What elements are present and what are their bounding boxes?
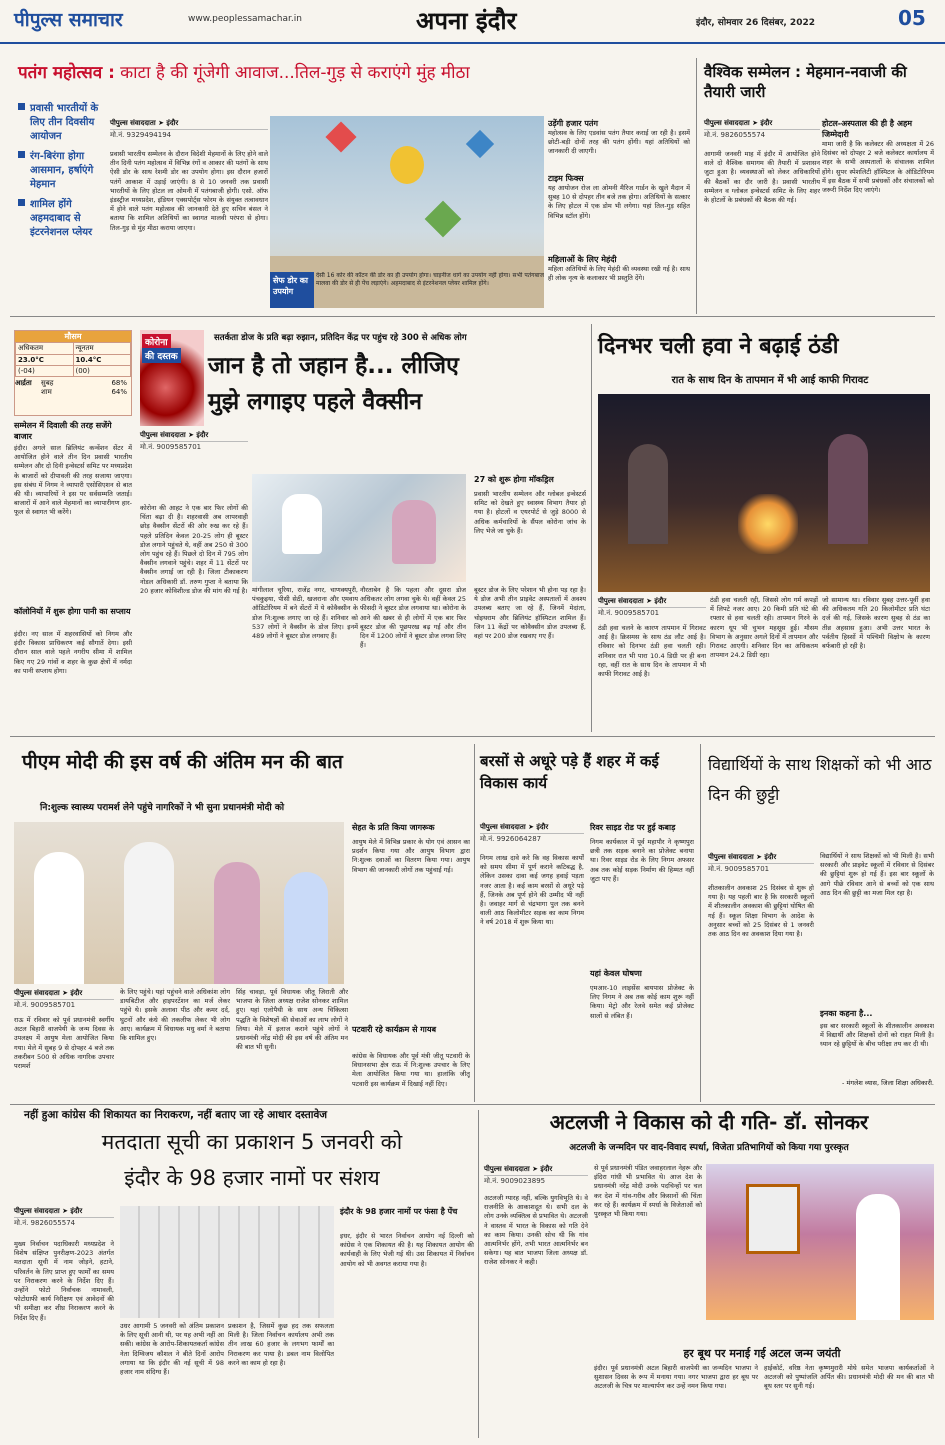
mann-subtitle: नि:शुल्क स्वास्थ्य परामर्श लेने पहुंचे नागरिकों ने भी सुना प्रधानमंत्री मोदी को <box>40 803 285 813</box>
kite-title-prefix: पतंग महोत्सव : <box>18 63 115 83</box>
global-body: आगामी जनवरी माह में इंदौर में आयोजित होने वाले दो वैश्विक समागम की तैयारी में प्रशासन जुटा हुआ है। व्यवस्थाओं को लेकर अधिकारियों की बैठकों का दौर जारी है। प्रवासी भारतीय सम्मेलन व ग्लोबल इन्वेस्टर्स समिट के लिए शहर के होटलों के प्रबंधकों की बैठक की गई। <box>704 150 820 205</box>
left-col-title2: कॉलोनियों में शुरू होगा पानी का सप्लाय <box>14 607 131 616</box>
person-shape <box>284 872 328 984</box>
wind-title: दिनभर चली हवा ने बढ़ाई ठंडी <box>598 334 839 359</box>
atal-body: अटलजी ग्यारह नहीं, बल्कि युगविभूति थे। वे राजनीति के आकाशदूत थे। सभी दल के लोग उनके व्यक्तित्व से प्रभावित थे। अटलजी ने वास्तव में भारत के विकास को गति देने का काम किया। उनकी सोच थी कि गांव आत्मनिर्भर होंगे, तभी भारत आत्मनिर्भर बन सकेगा। यह बात भाजपा जिला अध्यक्ष डॉ. राजेश सोनकर ने कही। <box>484 1194 588 1267</box>
global-title: वैश्विक सम्मेलन : मेहमान-नवाजी की तैयारी जारी <box>704 63 907 101</box>
person-shape <box>214 862 260 984</box>
atal-side-head: हर बूथ पर मनाई गई अटल जन्म जयंती <box>683 1347 841 1360</box>
min-temp: 10.4°C <box>73 355 131 366</box>
kite-headline <box>18 60 688 96</box>
max-temp: 23.0°C <box>16 355 74 366</box>
atal-subtitle: अटलजी के जन्मदिन पर वाद-विवाद स्पर्धा, विजेता प्रतिभागियों को किया गया पुरस्कृत <box>569 1143 849 1153</box>
weather-box: मौसम अधिकतम न्यूनतम 23.0°C 10.4°C (-04) (00) आर्द्रता सुबह 68% शाम 64% <box>14 330 132 416</box>
corona-kicker: सतर्कता डोज के प्रति बढ़ा रुझान, प्रतिदिन केंद्र पर पहुंच रहे 300 से अधिक लोग <box>214 333 467 343</box>
atal-side-text: इंदौर। पूर्व प्रधानमंत्री अटल बिहारी वाजपेयी का जन्मदिन भाजपा ने सुशासन दिवस के रूप में मनाया गया। नगर भाजपा द्वारा हर बूथ पर अटलजी के चित्र पर माल्यार्पण कर उन्हें नमन किया गया। <box>594 1364 758 1391</box>
dev-title: बरसों से अधूरे पड़े हैं शहर में कई विकास कार्य <box>480 752 659 792</box>
kite-byline: पीपुल्स संवाददाता ➤ इंदौर मो.नं. 9329494194 <box>110 118 268 141</box>
person-shape <box>628 444 668 544</box>
kite-caption: देसी 16 कोर की कॉटन की डोर का ही उपयोग होगा। चाइनीज धागे का उपयोग नहीं होगा। सभी पतंगबाज मालवा की डोर से ही पेंच लड़ाएंगे। अहमदाबाद से इंटरनेशनल प्लेयर शामिल होंगे। <box>316 272 544 287</box>
corona-side-text2: बूस्टर डोज के लिए परेशान भी होना पड़ रहा है। ये डोज अभी तीन प्राइवेट अस्पतालों में अवश्य उपलब्ध बताए जा रहे हैं, जिनमें मेदांता, चोइथराम और ब्रिलियंट हॉस्पिटल शामिल हैं। जिन 11 केंद्रों पर कोवैक्सीन डोज उपलब्ध हैं, वहां पर 200 डोज रखवाए गए हैं। <box>474 586 586 641</box>
global-side-text: मामा जारी है कि कलेक्टर की अध्यक्षता में 26 दिसंबर को दोपहर 2 बजे कलेक्टर कार्यालय में शहर के सभी अस्पतालों के संचालक शामिल होंगे। सुपर स्पेशलिटी हॉस्पिटल के ऑडिटोरियम में इस बैठक में सभी प्रबंधकों और संचालकों को जरूरी निर्देश दिए जाएंगे। <box>822 140 934 195</box>
voter-body-c: प्रकाशन है, जिसमें कुछ हद तक सफलता मिली है। जिला निर्वाचन कार्यालय अभी तक तीन लाख 60 हजार के लगभग फार्मों का निराकरण कर पाया है। डबल नाम विलोपित करने का काम हो रहा है। <box>228 1322 334 1367</box>
kite-caption-tag: सेफ डोर का उपयोग <box>270 272 314 308</box>
kite-balloon-icon <box>390 146 424 184</box>
mann-side-head2: पटवारी रहे कार्यक्रम से गायब <box>352 1025 437 1034</box>
left-col-body: इंदौर। अगले साल ब्रिलियंट कन्वेंशन सेंटर में आयोजित होने वाले तीन दिन प्रवासी भारतीय सम्मेलन और दो दिनी इन्वेस्टर्स समिट पर मध्यप्रदेश के बाजारों को दीपावली की तरह सजाया जाएगा। इस संबंध में निगम ने व्यापारी एसोसिएशन से बात की थी। व्यापारियों ने इस पर सर्वसम्मति जताई। बाजारों में आने वाले मेहमानों का व्यापारीगण हार-फूल से स्वागत भी करेंगे। <box>14 444 132 517</box>
voter-forms-photo <box>120 1206 334 1318</box>
global-byline: पीपुल्स संवाददाता ➤ इंदौर मो.नं. 9826055574 <box>704 118 820 141</box>
portrait-frame-icon <box>746 1184 800 1254</box>
corona-body: कोरोना की आहट ने एक बार फिर लोगों की चिंता बढ़ा दी है। शहरवासी अब लापरवाही छोड़ वैक्सीन सेंटरों की ओर रुख कर रहे हैं। पहले प्रतिदिन केवल 20-25 लोग ही बूस्टर डोज लगाने पहुंचते थे, वहीं अब 250 से 300 लोग पहुंच रहे हैं। पिछले दो दिन में 795 लोग वैक्सीन लगवाने पहुंचे। शहर में 11 सेंटरों पर वैक्सीन लगाई जा रही है। जिला टीकाकरण नोडल अधिकारी डॉ. तरुण गुप्ता ने बताया कि 20 हजार कोविशील्ड डोज की मांग की गई है। <box>140 504 248 595</box>
person-shape <box>828 434 868 544</box>
left-col-title: सम्मेलन में दिवाली की तरह सजेंगे बाजार <box>14 421 112 441</box>
voter-kicker: नहीं हुआ कांग्रेस की शिकायत का निराकरण, नहीं बताए जा रहे आधार दस्तावेज <box>24 1109 328 1121</box>
left-col-body2: इंदौर। नए साल में शहरवासियों को निगम और इंदौर विकास प्राधिकरण कई सौगातें देगा। इसी दौरान साल वाले पहले नगरीय सीमा में शामिल किए गए 29 गांवों व शहर के कुछ क्षेत्रों में नर्मदा का पानी सप्लाय होगा। <box>14 630 132 675</box>
atal-byline: पीपुल्स संवाददाता ➤ इंदौर मो.नं. 9009023895 <box>484 1164 588 1187</box>
atal-title: अटलजी ने विकास को दी गति- डॉ. सोनकर <box>549 1110 869 1134</box>
corona-tag2: की दस्तक <box>142 348 181 363</box>
kite-icon <box>466 130 494 158</box>
corona-title2: मुझे लगाइए पहले वैक्सीन <box>208 389 423 415</box>
mann-side-text: आयुष मेले में विभिन्न प्रकार के योग एवं आसन का प्रदर्शन किया गया और आयुष विभाग द्वारा नि:शुल्क दवाओं का वितरण किया गया। आयुष विभाग की जानकारी लोगों तक पहुंचाई गई। <box>352 838 470 874</box>
mann-side-head: सेहत के प्रति किया जागरूक <box>352 823 435 832</box>
global-side-head: होटल-अस्पताल की ही है अहम जिम्मेदारी <box>822 119 912 139</box>
kite-side-column: उड़ेंगी हजार पतंग महोत्सव के लिए एडवांस पतंग तैयार कराई जा रही है। इसमें छोटी-बड़ी दोनों तरह की पतंग होंगी। यहां अतिथियों को जानकारी दी जाएगी। टाइम फिक्स यह आयोजन रोज ला ओमनी मैरिज गार्डन के खुले मैदान में सुबह 10 से दोपहर तीन बजे तक होगा। अतिथियों के सत्कार के लिए होटल में एक डोम भी लगेगा। यहां तिल-गुड़ सहित विभिन्न स्टॉल होंगे। महिलाओं के लिए मेहंदी महिला अतिथियों के लिए मेहंदी की व्यवस्था रखी गई है। साथ ही लोक नृत्य के कलाकार भी प्रस्तुति देंगे। <box>548 119 690 283</box>
dev-side-text2: एमआर-10 लाइसेंस बायपास प्रोजेक्ट के लिए निगम ने अब तक कोई काम शुरू नहीं किया। मेट्रो और रेलवे समेत कई प्रोजेक्ट सालों से लंबित हैं। <box>590 984 694 1020</box>
website-url: www.peoplessamachar.in <box>188 14 302 24</box>
school-title: विद्यार्थियों के साथ शिक्षकों को भी आठ दिन की छुट्टी <box>708 755 932 804</box>
school-side-head: इनका कहना है... <box>820 1009 873 1018</box>
dev-byline: पीपुल्स संवाददाता ➤ इंदौर मो.नं. 9926064287 <box>480 822 584 845</box>
atal-side-text2: हाईकोर्ट, वरिष्ठ नेता कृष्णमुरारी मोघे समेत भाजपा कार्यकर्ताओं ने अटलजी को पुष्पांजलि अर्पित की। प्रधानमंत्री मोदी की मन की बात भी बूथ स्तर पर सुनी गई। <box>764 1364 934 1391</box>
bonfire-photo <box>598 394 930 592</box>
corona-side-head: 27 को शुरू होगा मॉकड्रिल <box>474 475 554 484</box>
wind-body-c: जो सामान्य था। रविवार सुबह उत्तर-पूर्वी हवा की अधिकतम गति 20 किलोमीटर प्रति घंटा दर्ज की गई, जिसके कारण सुबह से ठंड का तीव्र अहसास हुआ। अभी उत्तर भारत के पर्वतीय हिस्सों में पश्चिमी विक्षोभ के कारण बर्फबारी हो रही है। <box>822 596 930 651</box>
mann-body-b: के लिए पहुंचे। यहां पहुंचने वाले अधिकांश लोग डायबिटीज और हाइपरटेंशन का मर्ज लेकर पहुंचे थे। इसके अलावा पीठ और कमर दर्द, घुटनों और कंधे की तकलीफ लेकर भी लोग आए। कार्यक्रम में विधायक मधु वर्मा ने बताया कि शामिल हुए। <box>120 988 230 1043</box>
kite-title: काटा है की गूंजेगी आवाज...तिल-गुड़ से कराएंगे मुंह मीठा <box>120 63 470 83</box>
kite-bullets <box>18 100 103 300</box>
school-body-b: विद्यार्थियों ने साथ शिक्षकों को भी मिली है। सभी सरकारी और प्राइवेट स्कूलों में रविवार से दिसंबर की छुट्टियां शुरू हो गई हैं। इस बार स्कूलों के आगे पीछे रविवार आने से बच्चों को एक साथ आठ दिन की छुट्टी का मजा मिल रहा है। <box>820 852 934 897</box>
corona-body-c: नौरताबेन है कि पहला और दूसरा डोज अधिकतर लोग लगवा चुके थे। वहीं केवल 25 फीसदी ने बूस्टर डोज लगवाया था। कोरोना के आने की खबर से ही लोगों में एक बार फिर बूस्टर डोज की पूछपरख बढ़ गई और तीन दिन में 1200 लोगों ने बूस्टर डोज लगवा लिए हैं। <box>360 586 466 650</box>
masthead <box>0 0 945 44</box>
mann-byline: पीपुल्स संवाददाता ➤ इंदौर मो.नं. 9009585701 <box>14 988 114 1011</box>
dev-side-text: निगम कार्यकाल में पूर्व महापौर ने कृष्णपुरा छत्री तक सड़क बनाने का प्रोजेक्ट बनाया था। रिवर साइड रोड के लिए निगम अफसर अब तक कोई सड़क निर्माण की हिम्मत नहीं जुटा पाए हैं। <box>590 838 694 883</box>
voter-side-text: इधर, इंदौर से भारत निर्वाचन आयोग नई दिल्ली को कांग्रेस ने एक शिकायत की है। यह शिकायत आयोग की कार्यवाही के लिए भेजी गई थी। उस शिकायत में निर्वाचन आयोग को भी अवगत कराया गया है। <box>340 1232 474 1268</box>
school-body: शीतकालीन अवकाश 25 दिसंबर से शुरू हो गया है। यह पहली बार है कि सरकारी स्कूलों में शीतकालीन अवकाश की छुट्टियां घोषित की गई हैं। स्कूल शिक्षा विभाग के आदेश के अनुसार बच्चों को 25 दिसंबर से 1 जनवरी तक आठ दिन का अवकाश दिया गया है। <box>708 884 814 939</box>
kite-body: प्रवासी भारतीय सम्मेलन के दौरान विदेशी मेहमानों के लिए होने वाले तीन दिनी पतंग महोत्सव में विभिन्न रंगों व आकार की पतंगों के साथ ऐसी डोर के साथ रेशमी डोर का उपयोग होगा। इस दौरान हजारों पतंगें आकाश में उड़ाई जाएंगी। 8 से 10 जनवरी तक प्रवासी भारतीयों के लिए होटल ला ओमनी में पतंगबाजी होगी। एसो. ऑफ इंडस्ट्रीज मध्यप्रदेश, इंडियन एक्सपोर्ट्स फोरम के संयुक्त तत्वावधान में होने वाले पतंग महोत्सव की जानकारी देते हुए सचिन बंसल ने बताया कि शामिल अतिथियों का स्वागत मालवी परंपरा से होगा। तिल-गुड़ से मुंह मीठा कराया जाएगा। <box>110 150 268 232</box>
atal-tribute-photo <box>706 1164 934 1320</box>
voter-body-b: उधर आगामी 5 जनवरी को अंतिम प्रकाशन के लिए सूची आनी थी, पर यह अभी नहीं आ सकी। कांग्रेस के आरोप-शिकायतकर्ता कांग्रेस नेता दिग्विजय कौशल ने बीते दिनों आरोप लगाया था कि इंदौर की नई सूची में 98 हजार नाम संदिग्ध हैं। <box>120 1322 224 1377</box>
wind-byline: पीपुल्स संवाददाता ➤ इंदौर मो.नं. 9009585701 <box>598 596 706 619</box>
corona-title1: जान है तो जहान है... लीजिए <box>208 353 459 379</box>
corona-tag: कोरोना <box>142 334 171 349</box>
newspaper-logo: पीपुल्स समाचार <box>14 9 123 31</box>
mann-body-c: सिंह चावड़ा, पूर्व विधायक जीतू जिराती और भाजपा के जिला अध्यक्ष राजेश सोनकर शामिल हुए। यहां एलोपैथी के साथ अन्य चिकित्सा पद्धति के विशेषज्ञों की सेवाओं का लाभ लोगों ने लिया। मेले में इलाज कराने पहुंचे लोगों ने प्रधानमंत्री नरेंद्र मोदी की इस वर्ष की अंतिम मन की बात भी सुनी। <box>236 988 348 1052</box>
mann-side-text2: कांग्रेस के विधायक और पूर्व मंत्री जीतू पटवारी के विधानसभा क्षेत्र राऊ में नि:शुल्क उपचार के लिए मेला आयोजित किया गया था। हालांकि जीतू पटवारी इस कार्यक्रम में दिखाई नहीं दिए। <box>352 1052 470 1088</box>
person-shape <box>282 494 322 554</box>
atal-body-b: से पूर्व प्रधानमंत्री पंडित जवाहरलाल नेहरू और इंदिरा गांधी भी प्रभावित थे। आज देश के प्रधानमंत्री नरेंद्र मोदी उनके पदचिन्हों पर चल कर देश में गांव-गरीब और किसानों की चिंता कर रहे हैं। कार्यक्रम में स्पर्धा के विजेताओं को पुरस्कृत भी किया गया। <box>594 1164 702 1219</box>
person-shape <box>392 500 436 564</box>
wind-body: ठंडी हवा चलने के कारण तापमान में गिरावट आई है। क्रिसमस के साथ ठंड लौट आई है। रविवार को दिनभर ठंडी हवा चलती रही। शनिवार रात भी पारा 10.4 डिग्री पर ही बना रहा, वहीं रात के साथ दिन के तापमान में भी काफी गिरावट आई है। <box>598 624 706 679</box>
school-byline: पीपुल्स संवाददाता ➤ इंदौर मो.नं. 9009585701 <box>708 852 814 875</box>
wind-subtitle: रात के साथ दिन के तापमान में भी आई काफी गिरावट <box>671 375 869 386</box>
voter-body: मुख्य निर्वाचन पदाधिकारी मध्यप्रदेश ने विशेष संक्षिप्त पुनरीक्षण-2023 अंतर्गत मतदाता सूची में नाम जोड़ने, हटाने, परिवर्तन के लिए प्राप्त हुए फार्मों का समय पर निराकरण करने के निर्देश दिए हैं। उन्होंने फोटो निर्वाचक नामावली, फोटोग्राफी कार्य निरीक्षण एवं आवेदनों की भी समीक्षा कर शीघ्र निराकरण करने के निर्देश दिए हैं। <box>14 1240 114 1322</box>
school-side-text: इस बार सरकारी स्कूलों के शीतकालीन अवकाश में विद्यार्थी और शिक्षकों दोनों को राहत मिली है। ध्यान रहे छुट्टियों के बीच परीक्षा तय कर दी थी। <box>820 1022 934 1049</box>
voter-byline: पीपुल्स संवाददाता ➤ इंदौर मो.नं. 9826055574 <box>14 1206 114 1229</box>
person-shape <box>34 852 84 984</box>
dev-body: निगम लाख दावे करे कि वह विकास कार्यों को समय सीमा में पूर्ण कराने कटिबद्ध है, लेकिन उसका दावा कई जगह हवाई पड़ता नजर आता है। कई काम बरसों से अधूरे पड़े हैं, जिनके अब पूर्ण होने की उम्मीद भी नहीं है। जवाहर मार्ग से चंद्रभागा पुल तक बनने वाली आठ किलोमीटर सड़क का काम निगम ने वर्ष 2018 में शुरू किया था। <box>480 854 584 927</box>
voter-title1: मतदाता सूची का प्रकाशन 5 जनवरी को <box>101 1130 403 1154</box>
page-number: 05 <box>898 6 926 30</box>
corona-byline: पीपुल्स संवाददाता ➤ इंदौर मो.नं. 9009585701 <box>140 430 248 453</box>
kite-bullet: शामिल होंगे अहमदाबाद से इंटरनेशनल प्लेयर <box>18 196 103 238</box>
voter-title2: इंदौर के 98 हजार नामों पर संशय <box>124 1166 380 1190</box>
section-title: अपना इंदौर <box>416 7 517 35</box>
dev-side-head2: यहां केवल घोषणा <box>590 969 642 978</box>
ayush-fair-photo <box>14 822 344 984</box>
mann-title: पीएम मोदी की इस वर्ष की अंतिम मन की बात <box>22 751 343 773</box>
school-sign: - मंगलेश व्यास, जिला शिक्षा अधिकारी. <box>842 1079 934 1087</box>
fire-icon <box>738 494 798 554</box>
dateline: इंदौर, सोमवार 26 दिसंबर, 2022 <box>696 18 815 28</box>
person-shape <box>124 842 174 984</box>
kite-bullet: रंग-बिरंगा होगा आसमान, हर्षाएंगे मेहमान <box>18 148 103 190</box>
vaccination-photo <box>252 474 466 582</box>
mann-body: राऊ में रविवार को पूर्व प्रधानमंत्री स्वर्गीय अटल बिहारी वाजपेयी के जन्म दिवस के उपलक्ष्य में आयुष मेला आयोजित किया गया। मेले में सुबह 9 से दोपहर 4 बजे तक तकरीबन 500 से अधिक नागरिक उपचार परामर्श <box>14 1016 114 1071</box>
person-shape <box>856 1194 900 1320</box>
kite-icon <box>425 201 462 238</box>
kite-icon <box>325 121 356 152</box>
dev-side-head: रिवर साइड रोड पर हुई कबाड़ <box>590 823 676 832</box>
wind-body-b: ठंडी हवा चलती रही, जिससे लोग गर्म कपड़ों में लिपटे नजर आए। 20 किमी प्रति घंटे की रफ्तार से हवा चलती रही। तापमान गिरने के कारण धूप भी चुभन महसूस हुई। मौसम विभाग के अनुसार अगले दिनों में तापमान और गिरावट आएगी। शनिवार दिन का अधिकतम तापमान 24.2 डिग्री रहा। <box>710 596 818 660</box>
kite-bullet: प्रवासी भारतीयों के लिए तीन दिवसीय आयोजन <box>18 100 103 142</box>
voter-side-head: इंदौर के 98 हजार नामों पर फंसा है पेंच <box>340 1207 458 1216</box>
corona-side-text: प्रवासी भारतीय सम्मेलन और ग्लोबल इन्वेस्टर्स समिट को देखते हुए स्वास्थ्य विभाग तैयार हो गया है। होटलों व एयरपोर्ट से जुड़े 8000 से अधिक कर्मचारियों के सैंपल कोरोना जांच के लिए भेजे जा चुके हैं। <box>474 490 586 535</box>
corona-body-b: मांगीलाल चूरिया, राजेंद्र नगर, चाणक्यपुरी, पंचकुइया, पीसी सेठी, खजराना और एमवाय ऑडिटोरियम में बने सेंटरों में ये कोवैक्सीन के डोज नि:शुल्क लगाए जा रहे हैं। शनिवार को 537 लोगों ने वैक्सीन के डोज लिए। इनमें 489 लोगों ने बूस्टर डोज लगवाए हैं। <box>252 586 358 641</box>
